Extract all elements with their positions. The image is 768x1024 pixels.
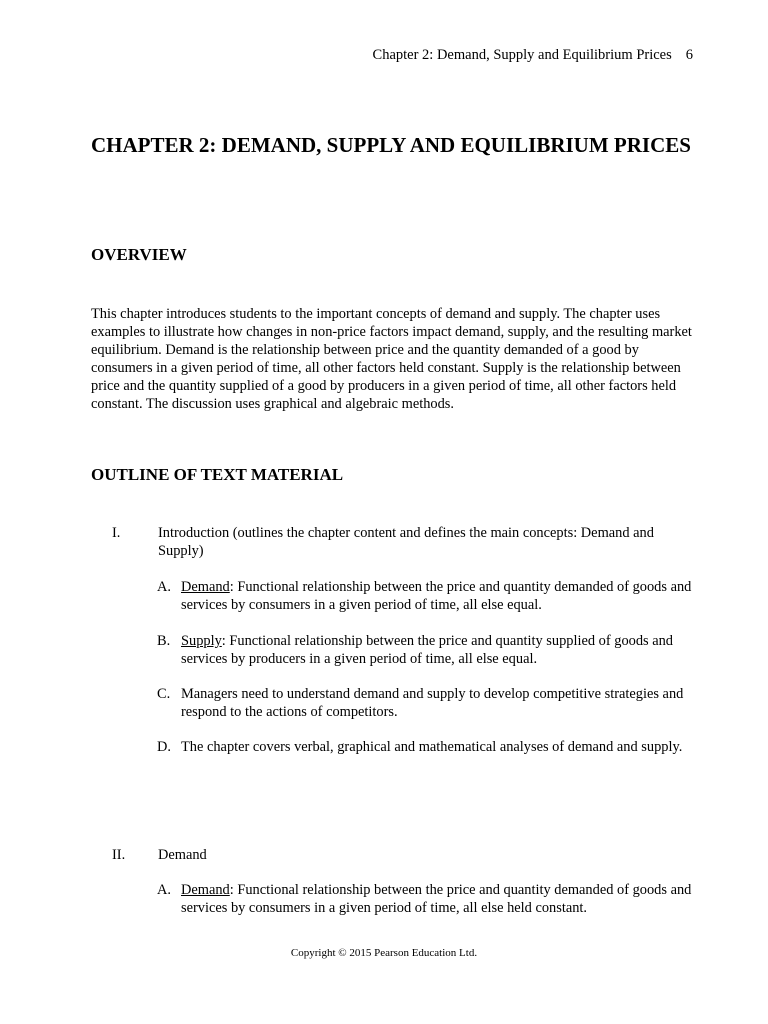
overview-paragraph: This chapter introduces students to the important concepts of demand and supply. The chapter uses examples to illustrate how changes in non-price factors impact demand, supply, and the resulting market equilibrium. Demand is the relationship between price and the quantity demanded of a good by consumers in a given period of time, all other factors held constant. Supply is the relationship between price and the quantity supplied of a good by producers in a given period of time, all other factors held constant. The discussion uses graphical and algebraic methods.	[91, 306, 692, 412]
item-text	[181, 881, 701, 917]
item-text: Managers need to understand demand and supply to develop competitive strategies and respond to the actions of competitors.	[181, 686, 684, 720]
item-letter: C.	[157, 686, 171, 702]
item-definition: : Functional relationship between the price and quantity demanded of goods and services by consumers in a given period of time, all else equal.	[181, 579, 692, 613]
item-letter: A.	[157, 579, 171, 595]
outline-heading: OUTLINE OF TEXT MATERIAL	[91, 465, 344, 484]
item-text	[181, 578, 701, 614]
item-term: Supply	[181, 633, 222, 649]
chapter-title: CHAPTER 2: DEMAND, SUPPLY AND EQUILIBRIUM PRICES	[91, 133, 691, 157]
item-term: Demand	[181, 882, 230, 898]
item-definition: : Functional relationship between the price and quantity demanded of goods and services by consumers in a given period of time, all else held constant.	[181, 882, 692, 916]
copyright-footer: Copyright © 2015 Pearson Education Ltd.	[290, 947, 478, 959]
section-text: Demand	[158, 847, 207, 863]
item-text: The chapter covers verbal, graphical and mathematical analyses of demand and supply.	[181, 739, 683, 755]
item-letter: A.	[157, 882, 171, 898]
section-numeral: I.	[112, 525, 121, 541]
section-numeral: II.	[112, 847, 126, 863]
item-letter: D.	[157, 739, 171, 755]
item-letter: B.	[157, 633, 171, 649]
page-number: 6	[685, 47, 693, 63]
section-text: Introduction (outlines the chapter content and defines the main concepts: Demand and Supply)	[158, 525, 654, 559]
item-text	[181, 632, 701, 668]
item-term: Demand	[181, 579, 230, 595]
running-header	[373, 47, 693, 64]
overview-heading: OVERVIEW	[91, 245, 187, 264]
item-definition: : Functional relationship between the price and quantity supplied of goods and services by producers in a given period of time, all else equal.	[181, 633, 674, 667]
running-title: Chapter 2: Demand, Supply and Equilibrium Prices	[372, 47, 672, 63]
